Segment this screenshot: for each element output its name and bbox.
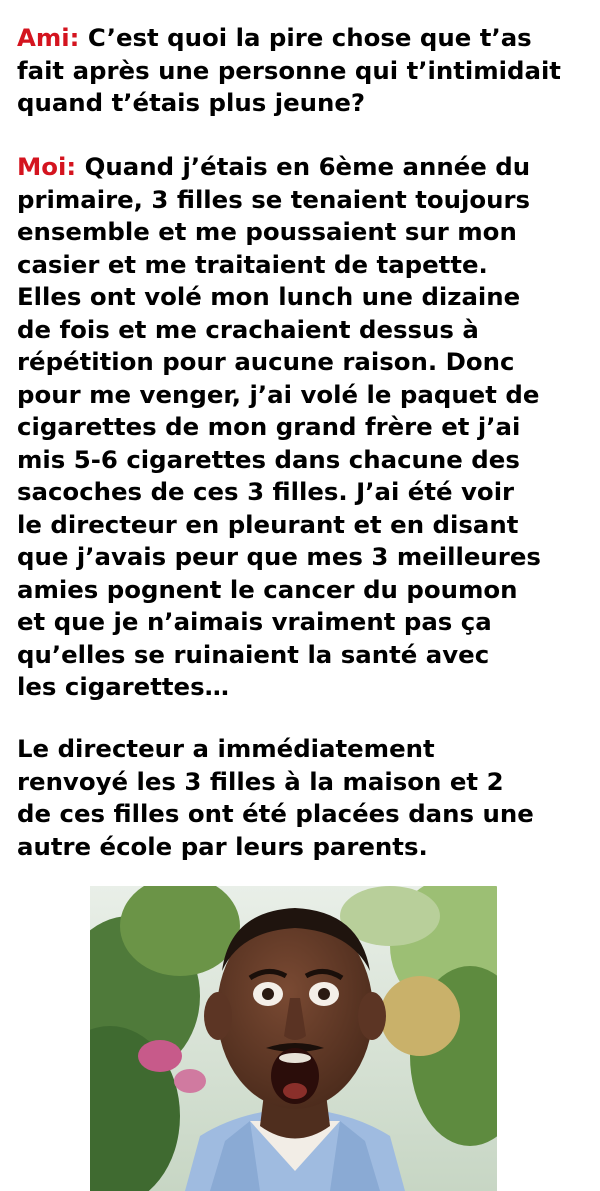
answer-line: les cigarettes…	[17, 672, 229, 701]
question-block	[17, 22, 597, 120]
answer-line: mis 5-6 cigarettes dans chacune des	[17, 444, 520, 474]
answer-line: de fois et me crachaient dessus à	[17, 314, 479, 344]
question-line: fait après une personne qui t’intimidait	[17, 55, 561, 85]
question-line: C’est quoi la pire chose que t’as	[87, 23, 532, 52]
speaker-label-moi: Moi:	[17, 152, 77, 181]
answer-line: amies pognent le cancer du poumon	[17, 574, 518, 604]
conclusion-line: Le directeur a immédiatement	[17, 734, 435, 763]
answer-line: Elles ont volé mon lunch une dizaine	[17, 282, 521, 311]
answer-line: sacoches de ces 3 filles. J’ai été voir	[17, 477, 515, 506]
answer-line: casier et me traitaient de tapette.	[17, 249, 488, 279]
answer-block	[17, 151, 597, 704]
shocked-man-photo	[90, 886, 497, 1191]
answer-line: que j’avais peur que mes 3 meilleures	[17, 542, 541, 571]
answer-line: ensemble et me poussaient sur mon	[17, 217, 517, 246]
conclusion-line: de ces filles ont été placées dans une	[17, 799, 534, 828]
answer-line: pour me venger, j’ai volé le paquet de	[17, 379, 540, 409]
answer-line: qu’elles se ruinaient la santé avec	[17, 639, 490, 669]
conclusion-line: autre école par leurs parents.	[17, 831, 428, 861]
question-line: quand t’étais plus jeune?	[17, 88, 366, 117]
answer-line: répétition pour aucune raison. Donc	[17, 347, 515, 376]
answer-line: primaire, 3 filles se tenaient toujours	[17, 184, 531, 214]
conclusion-line: renvoyé les 3 filles à la maison et 2	[17, 766, 504, 796]
conclusion-block	[17, 733, 597, 863]
answer-line: et que je n’aimais vraiment pas ça	[17, 607, 492, 636]
answer-line: le directeur en pleurant et en disant	[17, 509, 519, 539]
speaker-label-ami: Ami:	[17, 23, 80, 52]
answer-line: Quand j’étais en 6ème année du	[84, 152, 531, 181]
answer-line: cigarettes de mon grand frère et j’ai	[17, 412, 521, 441]
